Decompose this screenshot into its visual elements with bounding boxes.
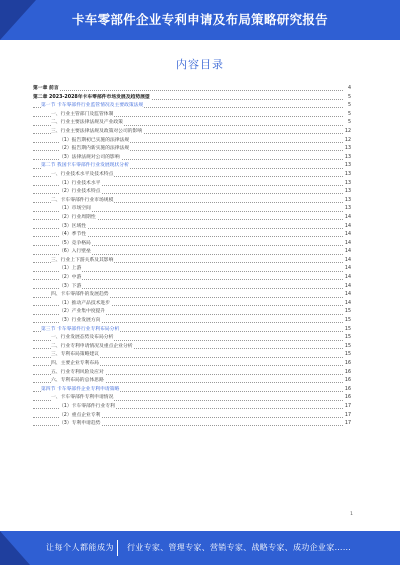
toc-entry[interactable] [33,154,351,163]
toc-entry-label: 一、行业技术水平及技术特点 [51,171,114,180]
toc-entry-label: （3）区域性 [59,223,87,232]
footer-corner-decoration [0,531,30,565]
toc-entry-page: 13 [344,205,351,214]
toc-entry-label: 一、行业发展态势及布局分析 [51,334,114,343]
toc-entry-label: 第一节 卡车零部件行业监管情况及主要政策法规 [41,102,144,111]
toc-entry-page: 17 [344,403,351,412]
toc-entry[interactable] [33,377,351,386]
toc-entry-label: 第四节 卡车零部件企业专利申请策略 [41,386,120,395]
toc-entry[interactable] [33,317,351,326]
toc-entry[interactable] [33,111,351,120]
toc-entry[interactable] [33,394,351,403]
toc-entry-page: 16 [344,377,351,386]
toc-entry[interactable] [33,128,351,137]
toc-entry[interactable] [33,102,351,111]
page-header [0,0,400,40]
toc-entry-page: 12 [344,137,351,146]
toc-entry-page: 12 [344,128,351,137]
toc-entry-page: 13 [344,188,351,197]
toc-entry-page: 16 [344,394,351,403]
toc-entry-label: （5）竞争格局 [59,240,92,249]
toc-entry-label: 一、卡车零部件专利申请情况 [51,394,114,403]
toc-entry-page: 13 [344,145,351,154]
toc-entry[interactable] [33,137,351,146]
page-number: 1 [350,512,353,517]
toc-entry-page: 5 [344,94,351,103]
toc-entry-label: 二、行业主要法律法规及产业政策 [51,119,124,128]
toc-entry[interactable] [33,403,351,412]
toc-entry-page: 14 [344,291,351,300]
toc-entry-label: （2）行业周期性 [59,214,97,223]
footer-slogan: 让每个人都能成为 [46,543,114,552]
toc-entry-label: 四、主要企业专利布局 [51,360,100,369]
footer-divider [117,540,118,556]
toc-entry-page: 17 [344,420,351,429]
toc-entry-page: 4 [344,85,351,94]
toc-entry[interactable] [33,283,351,292]
toc-entry-page: 14 [344,231,351,240]
toc-entry[interactable] [33,369,351,378]
toc-entry-label: （2）产业集中度提升 [59,308,106,317]
toc-entry-page: 13 [344,171,351,180]
toc-entry-page: 13 [344,180,351,189]
toc-entry-label: （3）下游 [59,283,82,292]
toc-entry-label: 第二节 我国卡车零部件行业发展现状分析 [41,162,130,171]
toc-entry-page: 14 [344,300,351,309]
toc-entry[interactable] [33,274,351,283]
toc-entry-page: 15 [344,326,351,335]
toc-entry-page: 14 [344,283,351,292]
toc-entry-label: （2）报告期内新实施的法律法规 [59,145,130,154]
toc-entry-label: 四、卡车零部件的发展趋势 [51,291,110,300]
toc-entry-page: 5 [344,102,351,111]
toc-entry-page: 13 [344,154,351,163]
page-footer [0,531,400,565]
toc-entry-page: 14 [344,223,351,232]
toc-entry-label: 二、行业专利申请情况及重点企业分析 [51,343,134,352]
toc-entry-label: 第三节 卡车零部件行业专利布局分析 [41,326,120,335]
toc-entry[interactable] [33,162,351,171]
toc-entry-label: （1）市场空间 [59,205,92,214]
toc-entry-page: 13 [344,162,351,171]
toc-entry-label: （1）卡车零部件行业专利 [59,403,116,412]
toc-entry-label: 第二章 2023-2028年卡车零部件市场发展及趋势展望 [33,94,151,103]
toc-entry[interactable] [33,180,351,189]
toc-entry-page: 14 [344,248,351,257]
toc-entry[interactable] [33,85,351,94]
toc-entry[interactable] [33,412,351,421]
toc-entry[interactable] [33,326,351,335]
toc-entry[interactable] [33,248,351,257]
toc-entry-label: （3）行业发展方向 [59,317,101,326]
toc-entry[interactable] [33,343,351,352]
toc-entry[interactable] [33,145,351,154]
toc-entry-page: 14 [344,240,351,249]
toc-entry[interactable] [33,257,351,266]
toc-entry[interactable] [33,223,351,232]
toc-entry-label: （1）行业技术水平 [59,180,101,189]
toc-entry-label: 三、行业上下游关系及其影响 [51,257,114,266]
toc-entry[interactable] [33,214,351,223]
toc-entry-page: 15 [344,351,351,360]
toc-entry[interactable] [33,308,351,317]
toc-entry-page: 16 [344,369,351,378]
toc-entry-page: 17 [344,412,351,421]
report-title: 卡车零部件企业专利申请及布局策略研究报告 [71,12,328,27]
toc-entry[interactable] [33,197,351,206]
toc-entry-label: （3）法律法规对公司的影响 [59,154,121,163]
toc-entry-label: （2）中游 [59,274,82,283]
toc-entry-page: 16 [344,386,351,395]
toc-entry-label: （2）行业技术特点 [59,188,101,197]
toc-dot-leader [33,90,343,91]
toc-entry-page: 5 [344,119,351,128]
toc-entry-page: 14 [344,214,351,223]
toc-entry[interactable] [33,231,351,240]
toc-entry-label: （1）推动产品技术进步 [59,300,111,309]
toc-entry-label: （1）上游 [59,265,82,274]
toc-entry-page: 16 [344,360,351,369]
toc-entry-page: 13 [344,197,351,206]
toc-entry[interactable] [33,119,351,128]
toc-entry[interactable] [33,334,351,343]
toc-entry-page: 15 [344,343,351,352]
toc-entry-label: 三、专利布局策略建议 [51,351,100,360]
toc-entry-label: 第一章 前言 [33,85,60,94]
toc-entry-label: （4）季节性 [59,231,87,240]
toc-entry[interactable] [33,386,351,395]
toc-entry-page: 14 [344,265,351,274]
toc-entry[interactable] [33,171,351,180]
toc-entry-page: 15 [344,317,351,326]
table-of-contents [33,85,351,429]
toc-heading: 内容目录 [176,58,224,71]
toc-entry-label: （1）报告期初已实施的法律法规 [59,137,130,146]
toc-entry-label: （6）入行壁垒 [59,248,92,257]
toc-entry-page: 14 [344,274,351,283]
toc-entry[interactable] [33,360,351,369]
toc-entry[interactable] [33,300,351,309]
toc-entry-page: 5 [344,111,351,120]
toc-entry[interactable] [33,420,351,429]
toc-entry-label: 三、行业主要法律法规及政策对公司的影响 [51,128,143,137]
toc-entry-label: （2）重点企业专利 [59,412,101,421]
toc-entry[interactable] [33,240,351,249]
toc-entry-label: 五、行业专利风险及应对 [51,369,105,378]
toc-entry-label: 六、专利布局的总体思路 [51,377,105,386]
toc-entry[interactable] [33,94,351,103]
toc-entry-page: 14 [344,257,351,266]
toc-entry[interactable] [33,265,351,274]
toc-entry-label: （3）专利申请趋势 [59,420,101,429]
toc-entry-page: 15 [344,334,351,343]
toc-entry-label: 一、行业主管部门及监管体制 [51,111,114,120]
toc-entry-page: 15 [344,308,351,317]
toc-entry-label: 二、卡车零部件行业市场规模 [51,197,114,206]
footer-roles: 行业专家、管理专家、营销专家、战略专家、成功企业家…… [127,543,352,552]
toc-entry[interactable] [33,291,351,300]
toc-entry[interactable] [33,188,351,197]
toc-entry[interactable] [33,351,351,360]
toc-entry[interactable] [33,205,351,214]
